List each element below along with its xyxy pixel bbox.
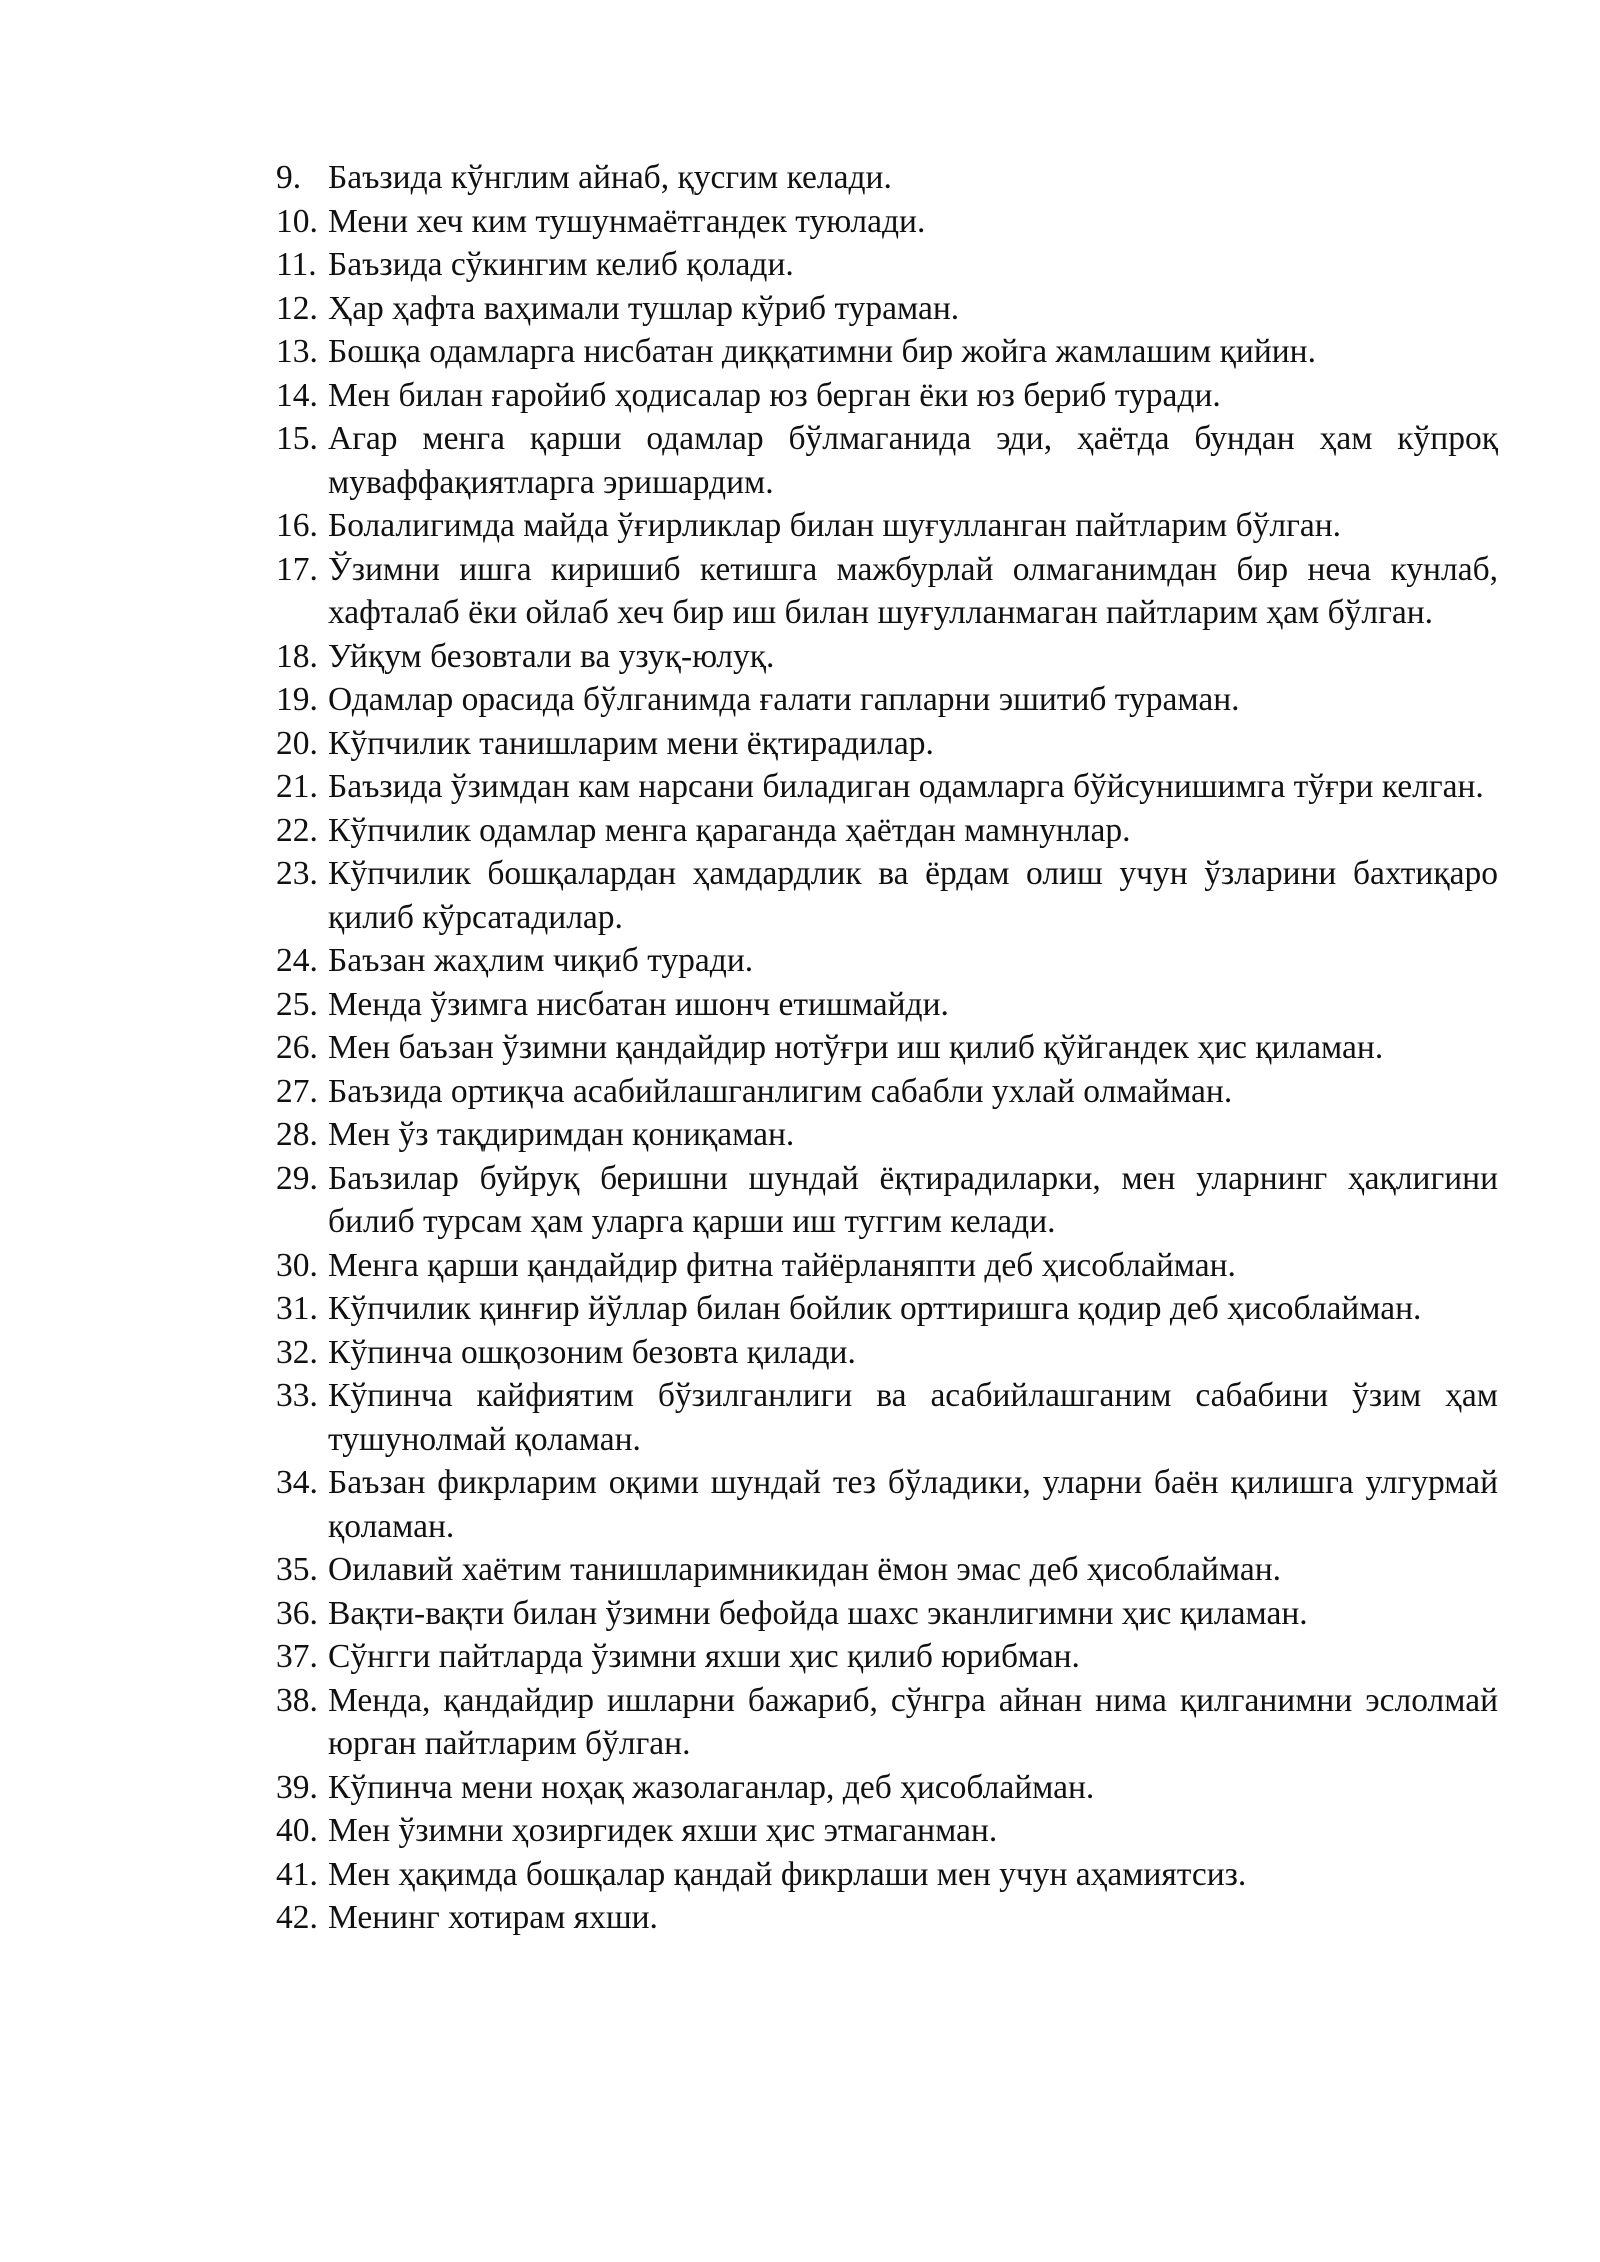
item-number: 24. — [276, 942, 318, 979]
list-item — [276, 1026, 1498, 1070]
list-item — [276, 1853, 1498, 1897]
item-number: 26. — [276, 1029, 318, 1066]
item-number: 35. — [276, 1551, 318, 1588]
list-item — [276, 1287, 1498, 1331]
item-number: 37. — [276, 1638, 318, 1675]
item-text: Баъзида сўкингим келиб қолади. — [328, 246, 794, 283]
item-number: 18. — [276, 637, 318, 675]
item-number: 12. — [276, 289, 318, 327]
question-list — [276, 156, 1498, 1940]
list-item — [276, 678, 1498, 722]
item-number: 27. — [276, 1072, 318, 1110]
item-text: Кўпчилик бошқалардан ҳамдардлик ва ёрдам олиш учун ўзларини бахтиқаро қилиб кўрсатадилар. — [328, 855, 1498, 936]
item-text: Ҳар ҳафта ваҳимали тушлар кўриб тураман. — [328, 289, 960, 327]
item-number: 33. — [276, 1377, 318, 1414]
item-number: 17. — [276, 550, 318, 588]
item-text: Оилавий хаётим танишларимникидан ёмон эмас деб ҳисоблайман. — [328, 1551, 1282, 1588]
list-item — [276, 243, 1498, 287]
item-text: Агар менга қарши одамлар бўлмаганида эди, ҳаётда бундан ҳам кўпроқ муваффақиятларга эришардим. — [328, 420, 1498, 501]
list-item — [276, 374, 1498, 418]
item-text: Ўзимни ишга киришиб кетишга мажбурлай олмаганимдан бир неча кунлаб, хафталаб ёки ойлаб хеч бир иш билан шуғулланмаган пайтларим ҳам бўлган. — [328, 550, 1498, 631]
item-number: 42. — [276, 1899, 318, 1936]
item-number: 14. — [276, 376, 318, 414]
list-item — [276, 1679, 1498, 1766]
item-text: Кўпинча кайфиятим бўзилганлиги ва асабийлашганим сабабини ўзим ҳам тушунолмай қоламан. — [328, 1377, 1498, 1458]
list-item — [276, 852, 1498, 939]
item-number: 11. — [276, 246, 317, 283]
list-item — [276, 1244, 1498, 1288]
list-item — [276, 765, 1498, 809]
list-item — [276, 417, 1498, 504]
list-item — [276, 635, 1498, 679]
item-text: Мен ҳақимда бошқалар қандай фикрлаши мен учун аҳамиятсиз. — [328, 1855, 1247, 1893]
item-text: Баъзида ўзимдан кам нарсани биладиган одамларга бўйсунишимга тўғри келган. — [328, 768, 1484, 805]
item-number: 10. — [276, 202, 318, 240]
list-item — [276, 1548, 1498, 1592]
item-number: 32. — [276, 1333, 318, 1371]
item-text: Мен ўз тақдиримдан қониқаман. — [328, 1116, 795, 1153]
item-text: Кўпчилик одамлар менга қараганда ҳаётдан мамнунлар. — [328, 811, 1131, 849]
list-item — [276, 1070, 1498, 1114]
item-number: 30. — [276, 1246, 318, 1284]
list-item — [276, 1896, 1498, 1940]
list-item — [276, 1331, 1498, 1375]
list-item — [276, 1809, 1498, 1853]
item-number: 34. — [276, 1464, 318, 1501]
list-item — [276, 1157, 1498, 1244]
item-number: 13. — [276, 333, 318, 370]
list-item — [276, 330, 1498, 374]
item-text: Болалигимда майда ўғирликлар билан шуғулланган пайтларим бўлган. — [328, 507, 1341, 544]
item-text: Уйқум безовтали ва узуқ-юлуқ. — [328, 637, 775, 675]
item-text: Кўпчилик қинғир йўллар билан бойлик орттиришга қодир деб ҳисоблайман. — [328, 1290, 1422, 1327]
list-item — [276, 1592, 1498, 1636]
list-item — [276, 1635, 1498, 1679]
item-text: Менга қарши қандайдир фитна тайёрланяпти деб ҳисоблайман. — [328, 1246, 1236, 1284]
item-number: 22. — [276, 811, 318, 849]
item-text: Баъзан фикрларим оқими шундай тез бўладики, уларни баён қилишга улгурмай қоламан. — [328, 1464, 1498, 1545]
item-text: Баъзилар буйруқ беришни шундай ёқтирадиларки, мен уларнинг ҳақлигини билиб турсам ҳам уларга қарши иш туггим келади. — [328, 1159, 1498, 1240]
item-number: 31. — [276, 1290, 318, 1327]
item-number: 16. — [276, 507, 318, 544]
list-item — [276, 200, 1498, 244]
item-number: 19. — [276, 681, 318, 718]
item-text: Менда ўзимга нисбатан ишонч етишмайди. — [328, 985, 949, 1023]
item-text: Кўпчилик танишларим мени ёқтирадилар. — [328, 724, 934, 762]
list-item — [276, 939, 1498, 983]
item-text: Кўпинча мени ноҳақ жазолаганлар, деб ҳисоблайман. — [328, 1768, 1095, 1806]
list-item — [276, 548, 1498, 635]
item-number: 9. — [276, 159, 302, 196]
item-text: Мени хеч ким тушунмаётгандек туюлади. — [328, 202, 926, 240]
item-text: Менинг хотирам яхши. — [328, 1899, 658, 1936]
item-number: 40. — [276, 1812, 318, 1849]
list-item — [276, 983, 1498, 1027]
item-number: 15. — [276, 420, 318, 457]
item-text: Мен баъзан ўзимни қандайдир нотўғри иш қилиб қўйгандек ҳис қиламан. — [328, 1029, 1384, 1066]
list-item — [276, 1766, 1498, 1810]
item-text: Баъзида кўнглим айнаб, қусгим келади. — [328, 159, 892, 196]
item-text: Кўпинча ошқозоним безовта қилади. — [328, 1333, 856, 1371]
item-number: 23. — [276, 855, 318, 892]
item-number: 25. — [276, 985, 318, 1023]
item-number: 38. — [276, 1681, 318, 1719]
item-text: Баъзида ортиқча асабийлашганлигим сабабли ухлай олмайман. — [328, 1072, 1233, 1110]
list-item — [276, 1461, 1498, 1548]
item-number: 20. — [276, 724, 318, 762]
item-number: 21. — [276, 768, 318, 805]
list-item — [276, 1374, 1498, 1461]
item-text: Одамлар орасида бўлганимда ғалати гапларни эшитиб тураман. — [328, 681, 1240, 718]
item-text: Баъзан жаҳлим чиқиб туради. — [328, 942, 754, 979]
list-item — [276, 156, 1498, 200]
item-text: Бошқа одамларга нисбатан диққатимни бир жойга жамлашим қийин. — [328, 333, 1316, 370]
item-number: 41. — [276, 1855, 318, 1893]
list-item — [276, 287, 1498, 331]
item-text: Менда, қандайдир ишларни бажариб, сўнгра айнан нима қилганимни эслолмай юрган пайтларим бўлган. — [328, 1681, 1498, 1762]
list-item — [276, 722, 1498, 766]
item-number: 36. — [276, 1594, 318, 1632]
item-text: Сўнгги пайтларда ўзимни яхши ҳис қилиб юрибман. — [328, 1638, 1080, 1675]
item-number: 39. — [276, 1768, 318, 1806]
item-number: 28. — [276, 1116, 318, 1153]
list-item — [276, 809, 1498, 853]
item-text: Мен ўзимни ҳозиргидек яхши ҳис этмаганман. — [328, 1812, 998, 1849]
item-text: Вақти-вақти билан ўзимни бефойда шахс эканлигимни ҳис қиламан. — [328, 1594, 1308, 1632]
list-item — [276, 504, 1498, 548]
item-text: Мен билан ғаройиб ҳодисалар юз берган ёки юз бериб туради. — [328, 376, 1221, 414]
list-item — [276, 1113, 1498, 1157]
item-number: 29. — [276, 1159, 318, 1197]
